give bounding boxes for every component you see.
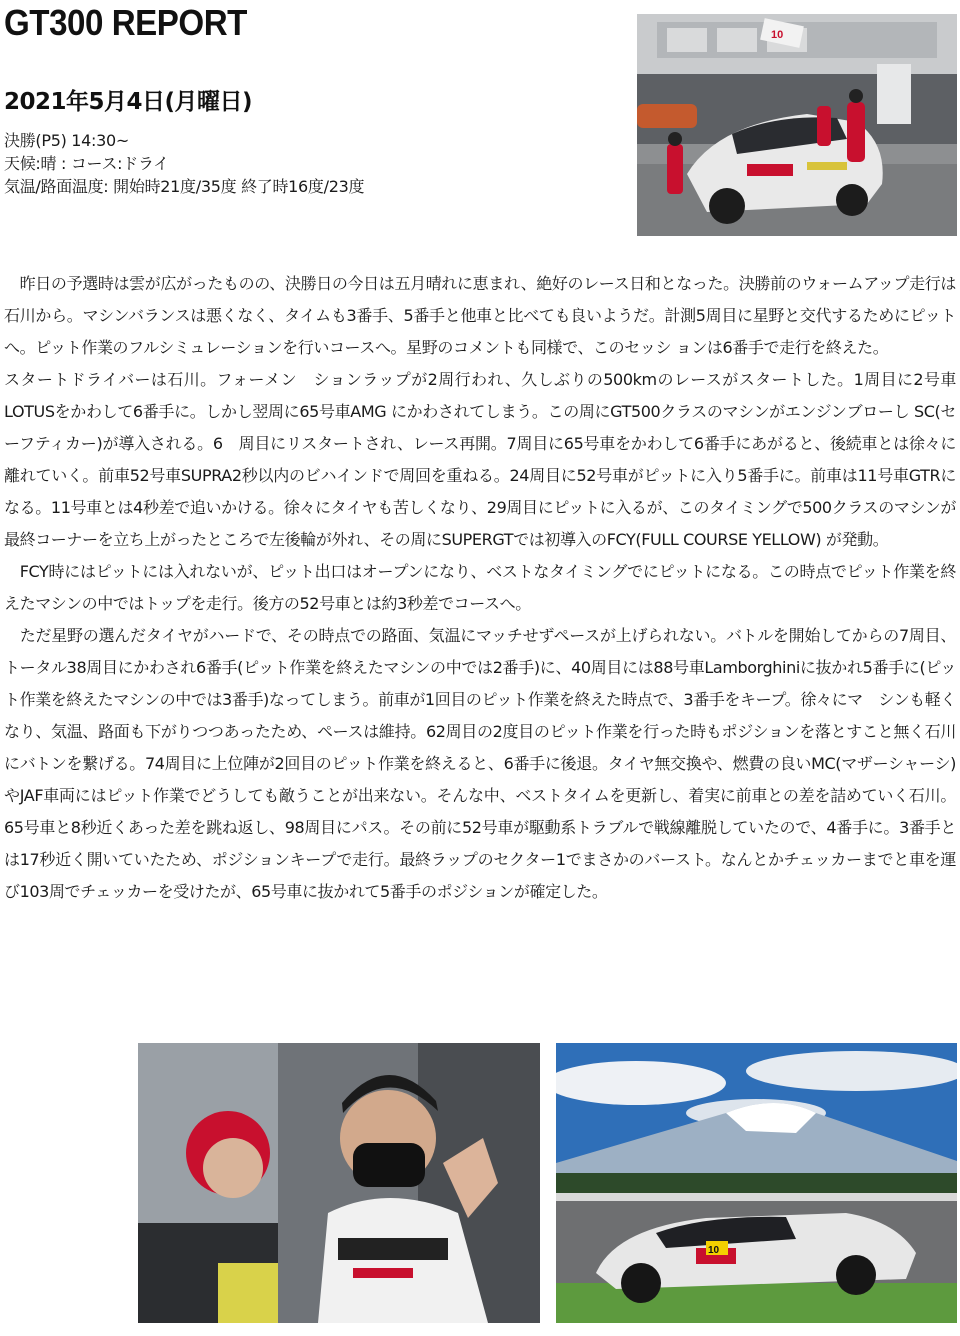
car-number: 10 [708,1245,720,1256]
paragraph-start: スタートドライバーは石川。フォーメン ションラップが2周行われ、久しぶりの500kmのレースがスタートした。1周目に2号車LOTUSをかわして6番手に。しかし翌周に65号車AMG にかわされてしまう。この周にGT500クラスのマシンがエンジンブローし SC(セーフティカー)が導入される。6 周目にリスタートされ、レース再開。7周目に65号車をかわして6番手にあがると、後続車とは徐々に離れていく。前車52号車SUPRA2秒以内のビハインドで周回を重ねる。24周目に52号車がピットに入り5番手に。前車は11号車GTRになる。11号車とは4秒差で追いかける。徐々にタイヤも苦しくなり、29周目にピットに入るが、このタイミングで500クラスのマシンが最終コーナーを立ち上がったところで左後輪が外れ、その周にSUPERGTでは初導入のFCY(FULL COURSE YELLOW) が発動。 [4,370,956,549]
weather-course: 天候:晴 : コース:ドライ [4,154,169,173]
race-info [4,129,364,198]
temperature: 気温/路面温度: 開始時21度/35度 終了時16度/23度 [4,177,365,196]
driver-photo [138,1043,540,1323]
paragraph-warmup: 昨日の予選時は雲が広がったものの、決勝日の今日は五月晴れに恵まれ、絶好のレース日和となった。決勝前のウォームアップ走行は石川から。マシンバランスは悪くなく、タイムも3番手、5番手と他車と比べても良いようだ。計測5周目に星野と交代するためにピットへ。ピット作業のフルシミュレーションを行いコースへ。星野のコメントも同様で、このセッシ ョンは6番手で走行を終えた。 [4,274,956,357]
race-car-fuji-photo [556,1043,957,1323]
pit-board-number: 10 [771,29,784,41]
report-title: GT300 REPORT [4,2,247,43]
paragraph-fcy: FCY時にはピットには入れないが、ピット出口はオープンになり、ベストなタイミングでにピットになる。この時点でピット作業を終えたマシンの中ではトップを走行。後方の52号車とは約3秒差でコースへ。 [4,562,956,613]
pit-stop-photo [637,14,957,236]
paragraph-finish: ただ星野の選んだタイヤがハードで、その時点での路面、気温にマッチせずペースが上げられない。バトルを開始してからの7周目、トータル38周目にかわされ6番手(ピット作業を終えたマシンの中では2番手)に、40周目には88号車Lamborghiniに抜かれ5番手に(ピット作業を終えたマシンの中では3番手)なってしまう。前車が1回目のピット作業を終えた時点で、3番手をキープ。徐々にマ シンも軽くなり、気温、路面も下がりつつあったため、ペースは維持。62周目の2度目のピット作業を行った時もポジションを落とすこと無く石川にバトンを繋げる。74周目に上位陣が2回目のピット作業を終えると、6番手に後退。タイヤ無交換や、燃費の良いMC(マザーシャーシ)やJAF車両にはピット作業でどうしても敵うことが出来ない。そんな中、ベストタイムを更新し、着実に前車との差を詰めていく石川。65号車と8秒近くあった差を跳ね返し、98周目にパス。その前に52号車が駆動系トラブルで戦線離脱していたので、4番手に。3番手とは17秒近く開いていたため、ポジションキープで走行。最終ラップのセクター1でまさかのバースト。なんとかチェッカーまでと車を運び103周でチェッカーを受けたが、65号車に抜かれて5番手のポジションが確定した。 [4,626,957,901]
race-date: 2021年5月4日(月曜日) [4,89,253,115]
session-time: 決勝(P5) 14:30~ [4,131,130,150]
race-report-body [4,268,956,908]
